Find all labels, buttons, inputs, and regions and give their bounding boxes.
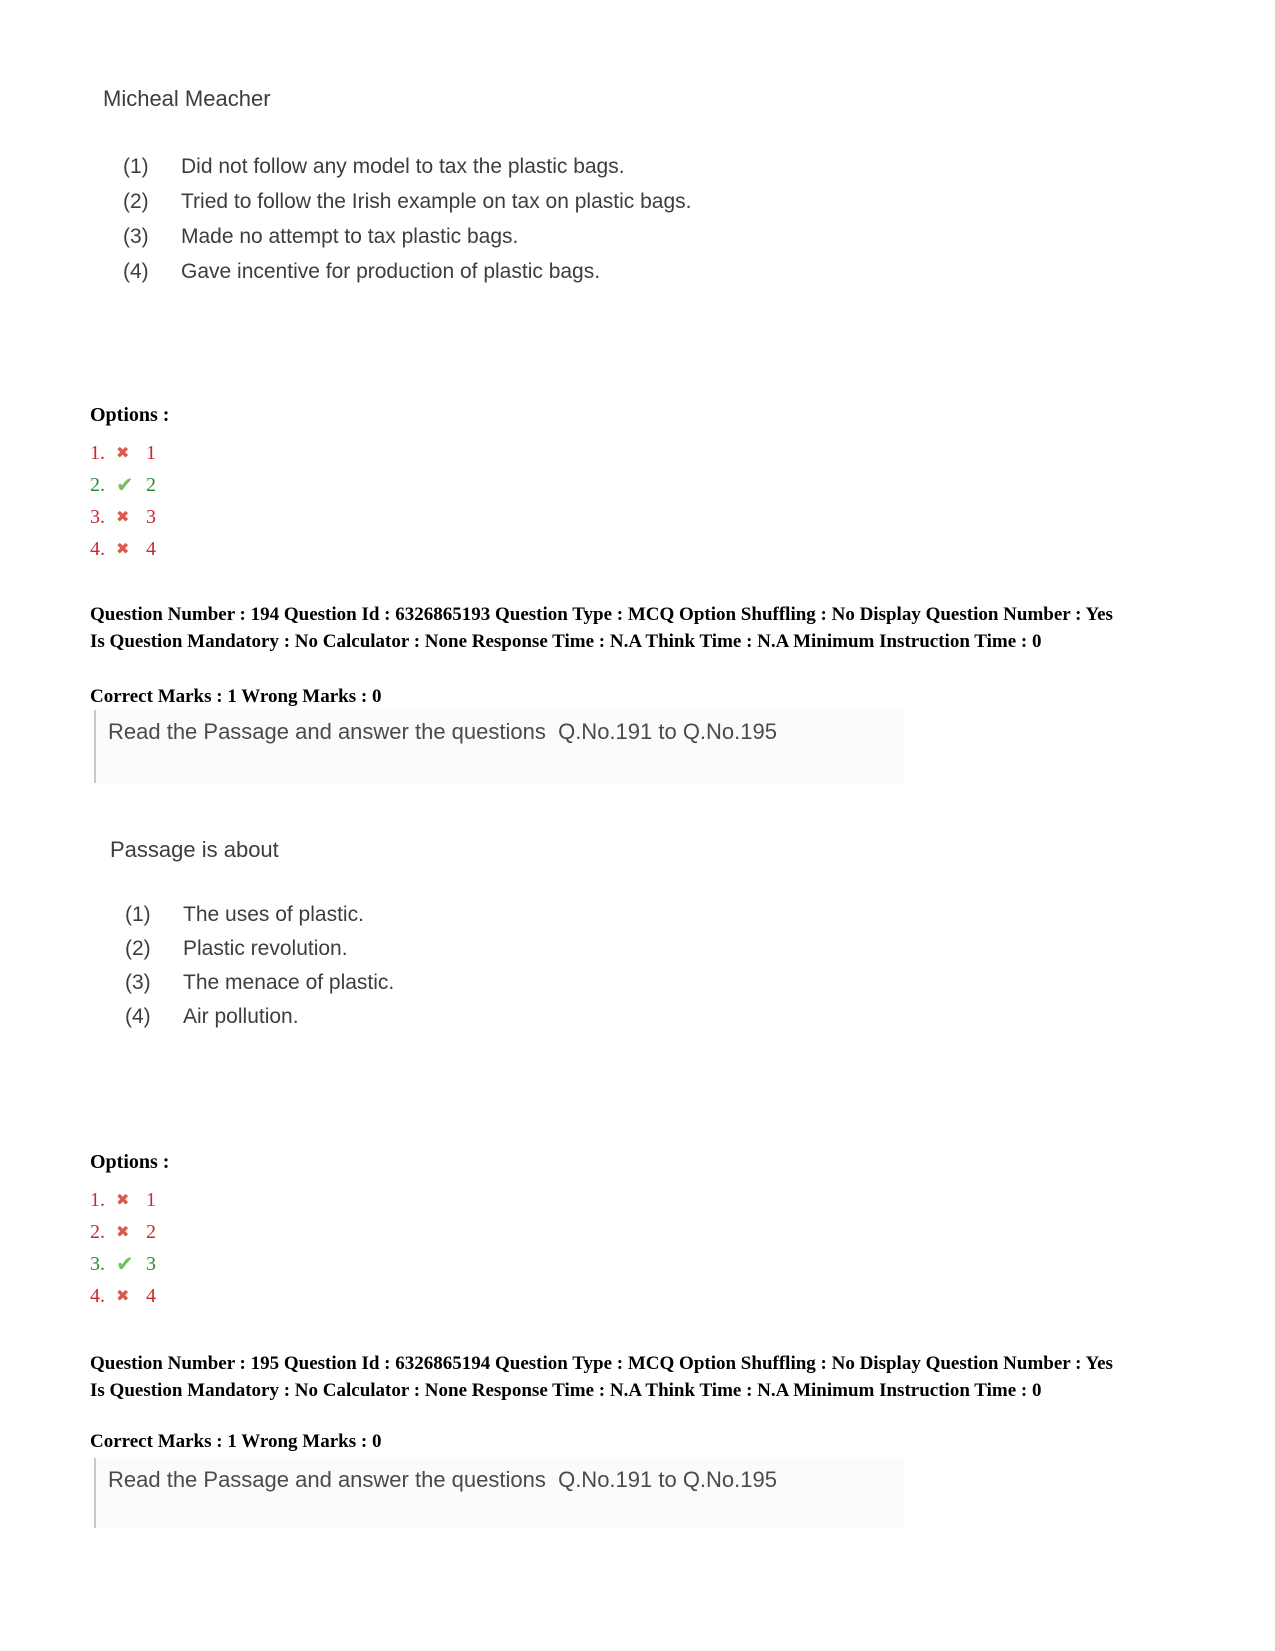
option-value: 3 bbox=[146, 505, 156, 528]
cross-icon: ✖ bbox=[116, 1286, 130, 1305]
cross-icon: ✖ bbox=[116, 507, 130, 526]
choice-text: Tried to follow the Irish example on tax on plastic bags. bbox=[181, 190, 692, 213]
option-verdict-row bbox=[90, 1248, 169, 1280]
choice-number: (1) bbox=[125, 903, 151, 926]
option-verdict-row bbox=[90, 501, 169, 533]
option-value: 4 bbox=[146, 1284, 156, 1307]
choice-row bbox=[123, 155, 691, 190]
choice-text: Gave incentive for production of plastic bags. bbox=[181, 260, 601, 283]
option-value: 1 bbox=[146, 441, 156, 464]
option-value: 2 bbox=[146, 473, 156, 496]
choice-number: (3) bbox=[123, 225, 149, 248]
choice-row bbox=[125, 903, 394, 937]
option-value: 1 bbox=[146, 1188, 156, 1211]
choice-text: The uses of plastic. bbox=[183, 903, 364, 926]
choice-row bbox=[125, 971, 394, 1005]
question-194-heading: Micheal Meacher bbox=[103, 86, 271, 111]
passage-note: Read the Passage and answer the questions Q.No.191 to Q.No.195 bbox=[94, 710, 904, 783]
option-index: 2. bbox=[90, 473, 105, 496]
choice-row bbox=[123, 190, 691, 225]
choice-number: (3) bbox=[125, 971, 151, 994]
question-195-metadata: Question Number : 195 Question Id : 6326865194 Question Type : MCQ Option Shuffling : No Display Question Number : Yes Is Question Mandatory : No Calculator : None Response Time : N.A Think Time : N.A Minimum Instruction Time : 0 bbox=[90, 1353, 1113, 1401]
choice-text: Air pollution. bbox=[183, 1005, 299, 1028]
option-value: 2 bbox=[146, 1220, 156, 1243]
choice-text: Plastic revolution. bbox=[183, 937, 348, 960]
option-index: 1. bbox=[90, 1188, 105, 1211]
choice-text: The menace of plastic. bbox=[183, 971, 395, 994]
cross-icon: ✖ bbox=[116, 539, 130, 558]
option-verdict-row bbox=[90, 1216, 169, 1248]
question-194-marks: Correct Marks : 1 Wrong Marks : 0 bbox=[90, 686, 382, 707]
option-index: 2. bbox=[90, 1220, 105, 1243]
choice-row bbox=[125, 937, 394, 971]
choice-text: Did not follow any model to tax the plastic bags. bbox=[181, 155, 625, 178]
question-194-metadata: Question Number : 194 Question Id : 6326865193 Question Type : MCQ Option Shuffling : No Display Question Number : Yes Is Question Mandatory : No Calculator : None Response Time : N.A Think Time : N.A Minimum Instruction Time : 0 bbox=[90, 604, 1113, 652]
option-verdict-row bbox=[90, 1184, 169, 1216]
question-194-choices bbox=[123, 155, 691, 295]
option-index: 4. bbox=[90, 537, 105, 560]
options-block-194 bbox=[90, 404, 169, 565]
options-label: Options : bbox=[90, 404, 170, 426]
choice-number: (4) bbox=[123, 260, 149, 283]
option-index: 3. bbox=[90, 505, 105, 528]
option-index: 3. bbox=[90, 1252, 105, 1275]
options-block-195 bbox=[90, 1151, 169, 1312]
check-icon: ✔ bbox=[116, 472, 134, 497]
choice-row bbox=[123, 260, 691, 295]
option-verdict-row bbox=[90, 437, 169, 469]
choice-number: (2) bbox=[125, 937, 151, 960]
question-195-marks: Correct Marks : 1 Wrong Marks : 0 bbox=[90, 1431, 382, 1452]
check-icon: ✔ bbox=[116, 1251, 134, 1276]
choice-number: (4) bbox=[125, 1005, 151, 1028]
passage-note: Read the Passage and answer the questions Q.No.191 to Q.No.195 bbox=[94, 1458, 904, 1528]
question-195-choices bbox=[125, 903, 394, 1039]
option-verdict-row bbox=[90, 533, 169, 565]
question-195-heading: Passage is about bbox=[110, 837, 279, 862]
cross-icon: ✖ bbox=[116, 443, 130, 462]
cross-icon: ✖ bbox=[116, 1190, 130, 1209]
choice-text: Made no attempt to tax plastic bags. bbox=[181, 225, 519, 248]
options-label: Options : bbox=[90, 1151, 170, 1173]
choice-number: (1) bbox=[123, 155, 149, 178]
option-value: 3 bbox=[146, 1252, 156, 1275]
option-index: 1. bbox=[90, 441, 105, 464]
choice-row bbox=[125, 1005, 394, 1039]
choice-number: (2) bbox=[123, 190, 149, 213]
cross-icon: ✖ bbox=[116, 1222, 130, 1241]
option-value: 4 bbox=[146, 537, 156, 560]
option-verdict-row bbox=[90, 1280, 169, 1312]
option-index: 4. bbox=[90, 1284, 105, 1307]
option-verdict-row bbox=[90, 469, 169, 501]
choice-row bbox=[123, 225, 691, 260]
